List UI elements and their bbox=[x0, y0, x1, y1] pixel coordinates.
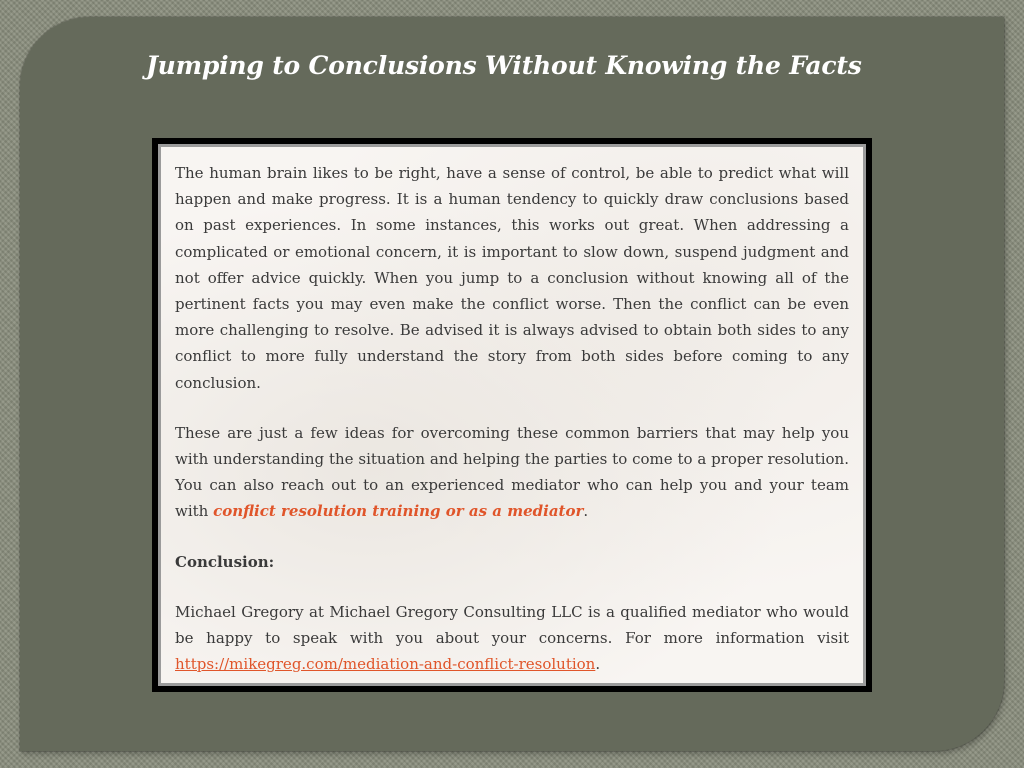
paragraph-contact-end: . bbox=[595, 655, 601, 674]
paragraph-intro: The human brain likes to be right, have a sense of control, be able to predict what will happen and make progress. It is a human tendency to quickly draw conclusions based on past experiences. In some instances, this works out great. When addressing a complicated or emotional concern, it is important to slow down, suspend judgment and not offer advice quickly. When you jump to a conclusion without knowing all of the pertinent facts you may even make the conflict worse. Then the conflict can be even more challenging to resolve. Be advised it is always advised to obtain both sides to any conflict to more fully understand the story from both sides before coming to any conclusion. bbox=[175, 164, 849, 392]
training-link[interactable]: conflict resolution training or as a mediator bbox=[213, 502, 584, 521]
content-box bbox=[158, 144, 866, 686]
spacer bbox=[175, 575, 849, 599]
paragraph-ideas-text: These are just a few ideas for overcoming these common barriers that may help you with understanding the situation and helping the parties to come to a proper resolution. You can also reach out to an experienced mediator who can help you and your team with bbox=[175, 423, 849, 521]
paragraph-contact-text: Michael Gregory at Michael Gregory Consulting LLC is a qualified mediator who would be happy to speak with you about your concerns. For more information visit bbox=[175, 602, 849, 648]
slide-title: Jumping to Conclusions Without Knowing the Facts bbox=[146, 51, 862, 80]
spacer bbox=[175, 525, 849, 549]
mediation-url-link[interactable]: https://mikegreg.com/mediation-and-conflict-resolution bbox=[175, 655, 596, 674]
content-frame bbox=[152, 138, 872, 692]
conclusion-heading: Conclusion: bbox=[175, 552, 275, 571]
spacer bbox=[175, 396, 849, 420]
paragraph-contact bbox=[175, 599, 849, 678]
paragraph-ideas bbox=[175, 420, 849, 525]
paragraph-ideas-end: . bbox=[583, 502, 589, 521]
